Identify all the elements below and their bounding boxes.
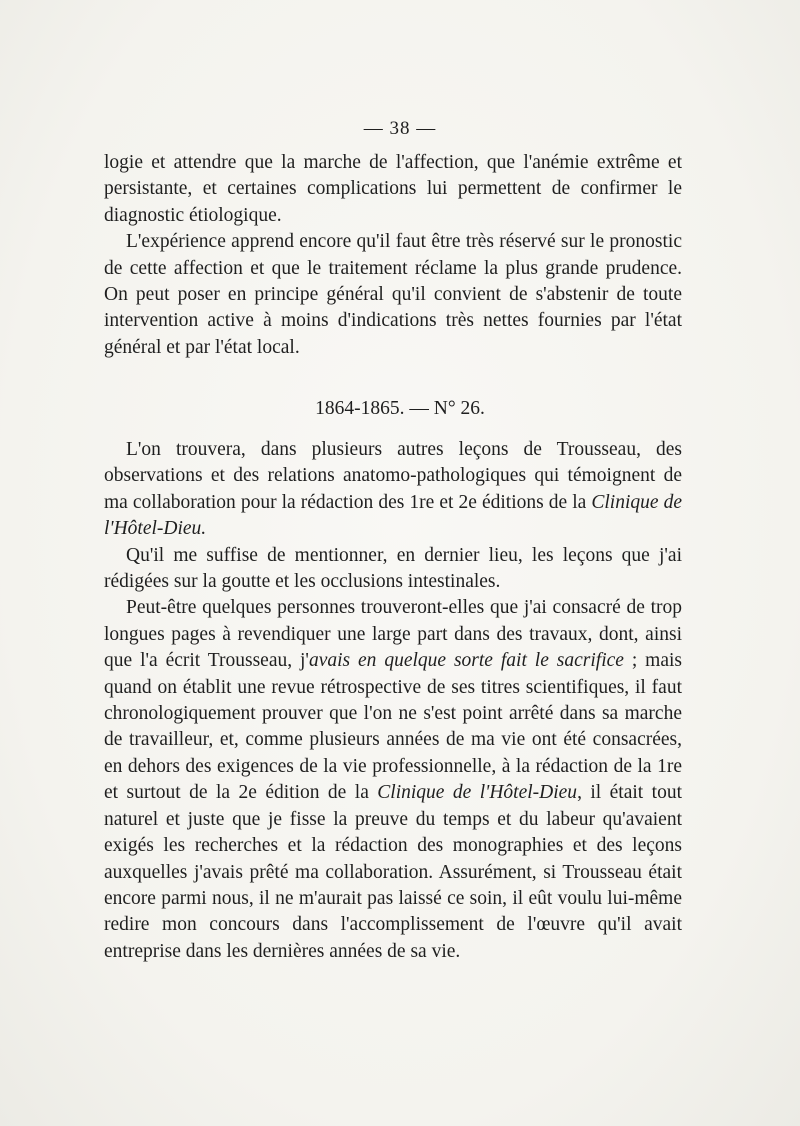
paragraph-gout: Qu'il me suffise de mentionner, en dernier lieu, les leçons que j'ai rédigées sur la goutte et les occlusions intestinales. [104, 544, 682, 593]
paragraph-collaboration-text: L'on trouvera, dans plusieurs autres leçons de Trousseau, des observations et des relations anatomo-pathologiques qui témoignent de ma collaboration pour la rédaction des 1re et 2e éditions de la [104, 439, 682, 513]
bottom-text-block [104, 437, 682, 965]
clinique-title-2: Clinique de l'Hôtel-Dieu [377, 782, 578, 804]
paragraph-prognosis: L'expérience apprend encore qu'il faut être très réservé sur le pronostic de cette affection et que le traitement réclame la plus grande prudence. On peut poser en principe général qu'il convient de s'abstenir de toute intervention active à moins d'indications très nettes fournies par l'état général et par l'état local. [104, 231, 682, 358]
clinique-title: Clinique de l'Hôtel-Dieu. [104, 491, 682, 540]
paragraph-retrospective-part3: , il était tout naturel et juste que je fisse la preuve du temps et du labeur qu'avaient exigés les recherches et la rédaction des monographies et des leçons auxquelles j'avais prêté ma collaboration. Assurément, si Trousseau était encore parmi nous, il ne m'aurait pas laissé ce soin, il eût voulu lui-même redire mon concours dans l'accomplissement de l'œuvre qu'il avait entreprise dans les dernières années de sa vie. [104, 782, 682, 962]
page-number: — 38 — [363, 118, 437, 139]
paragraph-collaboration [104, 437, 682, 543]
top-text-block [104, 150, 682, 361]
paragraph-continuation: logie et attendre que la marche de l'affection, que l'anémie extrême et persistante, et certaines complications lui permettent de confirmer le diagnostic étiologique. [104, 152, 682, 226]
paragraph-retrospective [104, 595, 682, 965]
paragraph-retrospective-part1: Peut-être quelques personnes trouveront-elles que j'ai consacré de trop longues pages à revendiquer une large part dans des travaux, dont, ainsi que l'a écrit Trousseau, j' [104, 597, 682, 672]
section-heading: 1864-1865. — N° 26. [315, 398, 485, 419]
paragraph-retrospective-part2: ; mais quand on établit une revue rétrospective de ses titres scientifiques, il faut chronologiquement prouver que l'on ne s'est point arrêté dans sa marche de travailleur, et, comme plusieurs années de ma vie ont été consacrées, en dehors des exigences de la vie professionnelle, à la rédaction de la 1re et surtout de la 2e édition de la [104, 650, 682, 804]
quote-sacrifice: avais en quelque sorte fait le sacrifice [308, 650, 624, 672]
